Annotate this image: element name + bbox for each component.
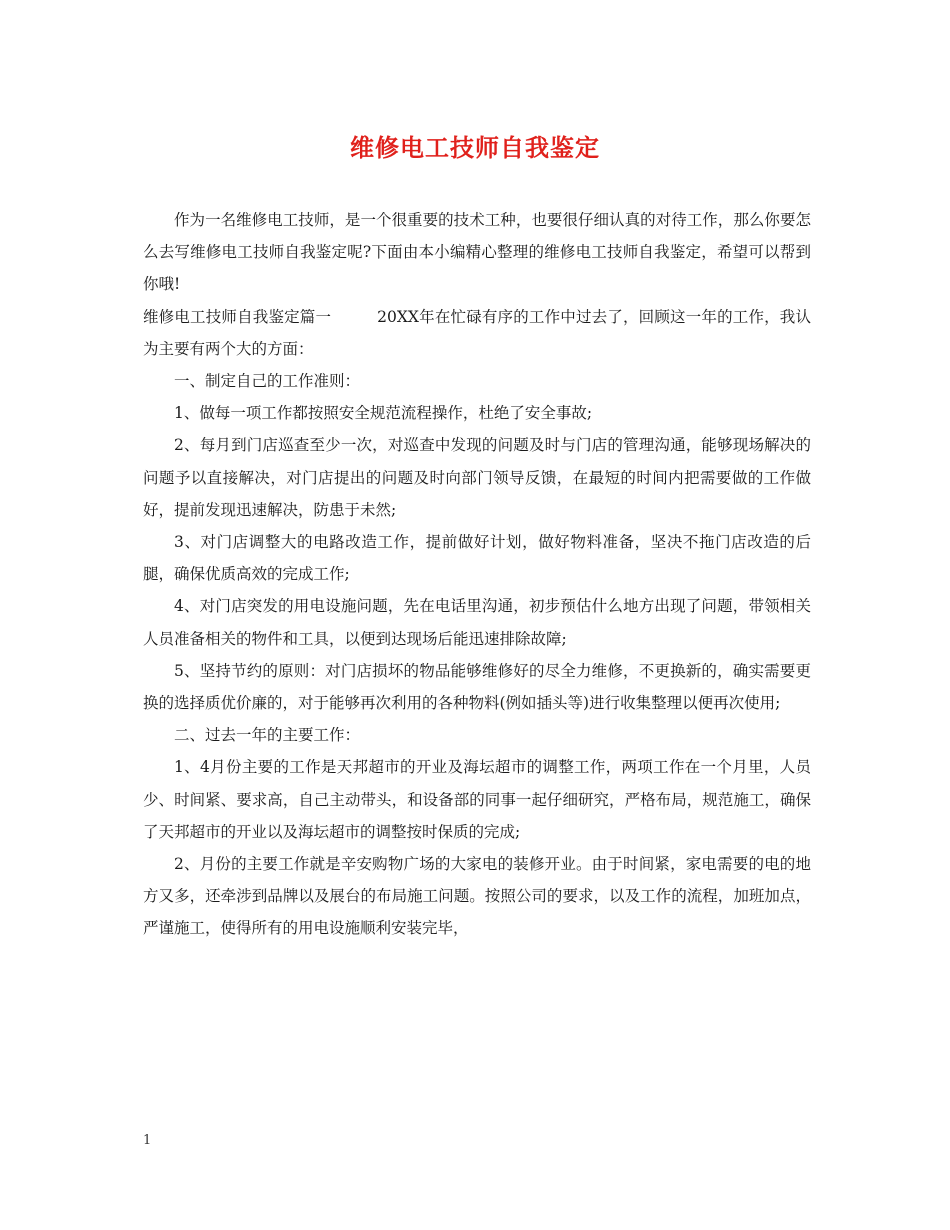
rule-item: 5、坚持节约的原则：对门店损坏的物品能够维修好的尽全力维修，不更换新的，确实需要更换的选择质优价廉的，对于能够再次利用的各种物料(例如插头等)进行收集整理以便再次使用; [143,661,811,713]
heading-work-rules: 一、制定自己的工作准则： [174,372,361,391]
rule-item: 3、对门店调整大的电路改造工作，提前做好计划，做好物料准备，坚决不拖门店改造的后腿，确保优质高效的完成工作; [143,533,811,584]
rule-item: 4、对门店突发的用电设施问题，先在电话里沟通，初步预估什么地方出现了问题，带领相关人员准备相关的物件和工具，以便到达现场后能迅速排除故障; [143,597,811,648]
rule-item: 2、每月到门店巡查至少一次，对巡查中发现的问题及时与门店的管理沟通，能够现场解决的问题予以直接解决，对门店提出的问题及时向部门领导反馈，在最短的时间内把需要做的工作做好，提前发现迅速解决，防患于未然; [143,436,811,519]
section-lead: 20XX年在忙碌有序的工作中过去了，回顾这一年的工作，我认为主要有两个大的方面： [143,307,811,358]
section-label: 维修电工技师自我鉴定篇一 [143,307,332,326]
work-item: 1、4月份主要的工作是天邦超市的开业及海坛超市的调整工作，两项工作在一个月里，人员少、时间紧、要求高，自己主动带头，和设备部的同事一起仔细研究，严格布局，规范施工，确保了天邦超市的开业以及海坛超市的调整按时保质的完成; [143,758,811,841]
work-item: 2、月份的主要工作就是辛安购物广场的大家电的装修开业。由于时间紧，家电需要的电的地方又多，还牵涉到品牌以及展台的布局施工问题。按照公司的要求，以及工作的流程，加班加点，严谨施工，使得所有的用电设施顺利安装完毕， [143,855,811,938]
document-body [143,204,811,945]
intro-paragraph: 作为一名维修电工技师，是一个很重要的技术工种，也要很仔细认真的对待工作，那么你要怎么去写维修电工技师自我鉴定呢?下面由本小编精心整理的维修电工技师自我鉴定，希望可以帮到你哦! [143,211,811,294]
page-number: 1 [143,1133,152,1148]
heading-main-work: 二、过去一年的主要工作： [174,726,361,745]
rule-item: 1、做每一项工作都按照安全规范流程操作，杜绝了安全事故; [174,404,593,423]
section-paragraph [143,301,811,365]
document-title: 维修电工技师自我鉴定 [350,134,600,162]
